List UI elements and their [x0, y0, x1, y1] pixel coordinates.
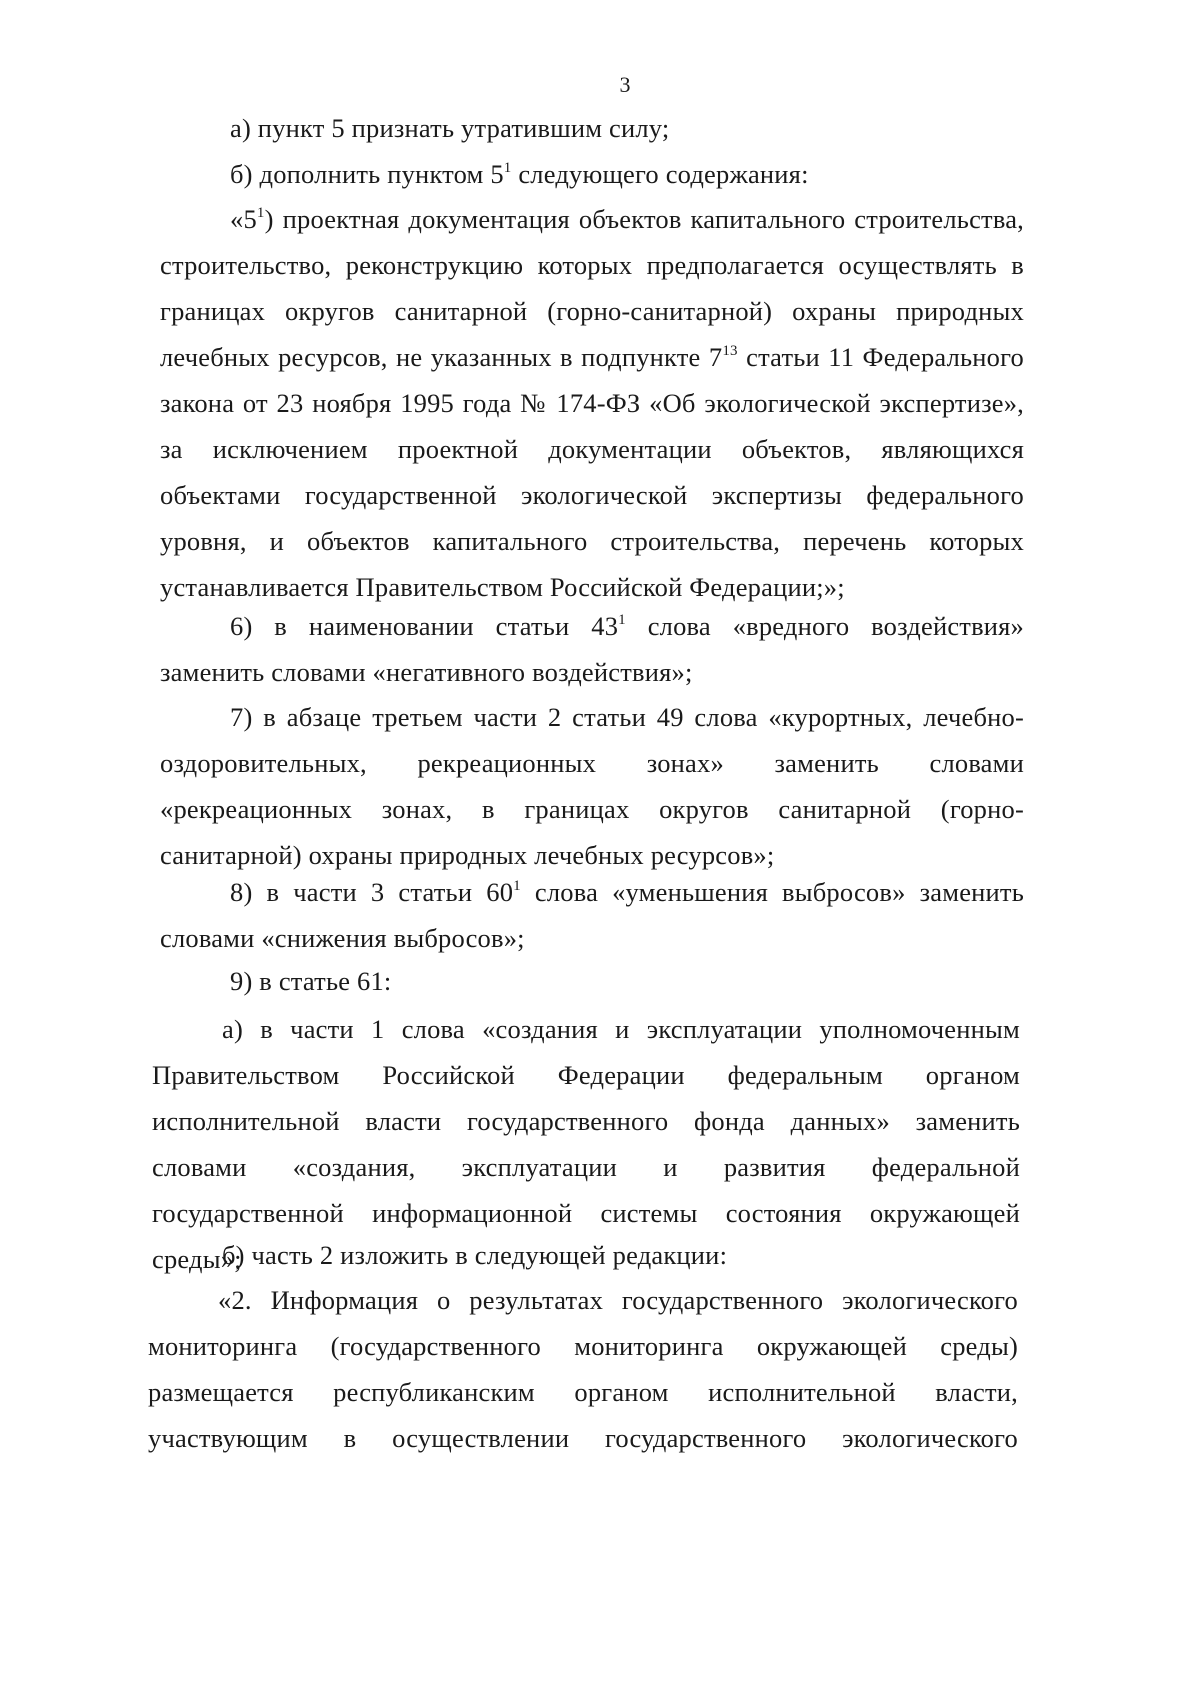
- paragraph-text: б) дополнить пунктом 5: [230, 159, 504, 189]
- paragraph-point-5-1-text: [160, 196, 1024, 610]
- superscript: 1: [513, 878, 521, 894]
- superscript: 1: [256, 205, 265, 221]
- paragraph-item-9-b: б) часть 2 изложить в следующей редакции:: [222, 1240, 728, 1270]
- superscript: 1: [503, 160, 512, 176]
- superscript: 13: [722, 343, 738, 359]
- paragraph-item-9-a: а) в части 1 слова «создания и эксплуатации уполномоченным Правительством Российской Федерации федеральным органом исполнительной власти государственного фонда данных» заменить словами «создания, эксплуатации и развития федеральной государственной информационной системы состояния окружающей среды»;: [152, 1014, 1020, 1274]
- paragraph-text: статьи 11 Федерального закона от 23 ноября 1995 года № 174-ФЗ «Об экологической экспертизе», за исключением проектной документации объектов, являющихся объектами государственной экологической экспертизы федерального уровня, и объектов капитального строительства, перечень которых устанавливается Правительством Российской Федерации;»;: [160, 342, 1024, 602]
- superscript: 1: [618, 612, 626, 628]
- paragraph-text: следующего содержания:: [511, 159, 809, 189]
- paragraph-item-a-point-5: а) пункт 5 признать утратившим силу;: [230, 113, 670, 143]
- paragraph-item-6: [160, 603, 1024, 695]
- paragraph-part-2-text: «2. Информация о результатах государственного экологического мониторинга (государственного мониторинга окружающей среды) размещается республиканским органом исполнительной власти, участвующим в осуществлении государственного экологического: [148, 1285, 1018, 1453]
- paragraph-text: «5: [230, 204, 257, 234]
- paragraph-item-9: 9) в статье 61:: [230, 966, 392, 996]
- paragraph-text: слова «уменьшения выбросов» заменить словами «снижения выбросов»;: [160, 877, 1024, 953]
- paragraph-item-7: 7) в абзаце третьем части 2 статьи 49 слова «курортных, лечебно-оздоровительных, рекреационных зонах» заменить словами «рекреационных зонах, в границах округов санитарной (горно-санитарной) охраны природных лечебных ресурсов»;: [160, 702, 1024, 870]
- paragraph-text: слова «вредного воздействия» заменить словами «негативного воздействия»;: [160, 611, 1025, 687]
- paragraph-text: 6) в наименовании статьи 43: [230, 611, 619, 641]
- page-number: 3: [619, 72, 631, 97]
- paragraph-item-b-add-point: [160, 151, 1024, 197]
- paragraph-item-8: [160, 869, 1024, 961]
- paragraph-text: ) проектная документация объектов капитального строительства, строительство, реконструкцию которых предполагается осуществлять в границах округов санитарной (горно-санитарной) охраны природных лечебных ресурсов, не указанных в подпункте 7: [160, 204, 1024, 372]
- paragraph-text: 8) в части 3 статьи 60: [230, 877, 514, 907]
